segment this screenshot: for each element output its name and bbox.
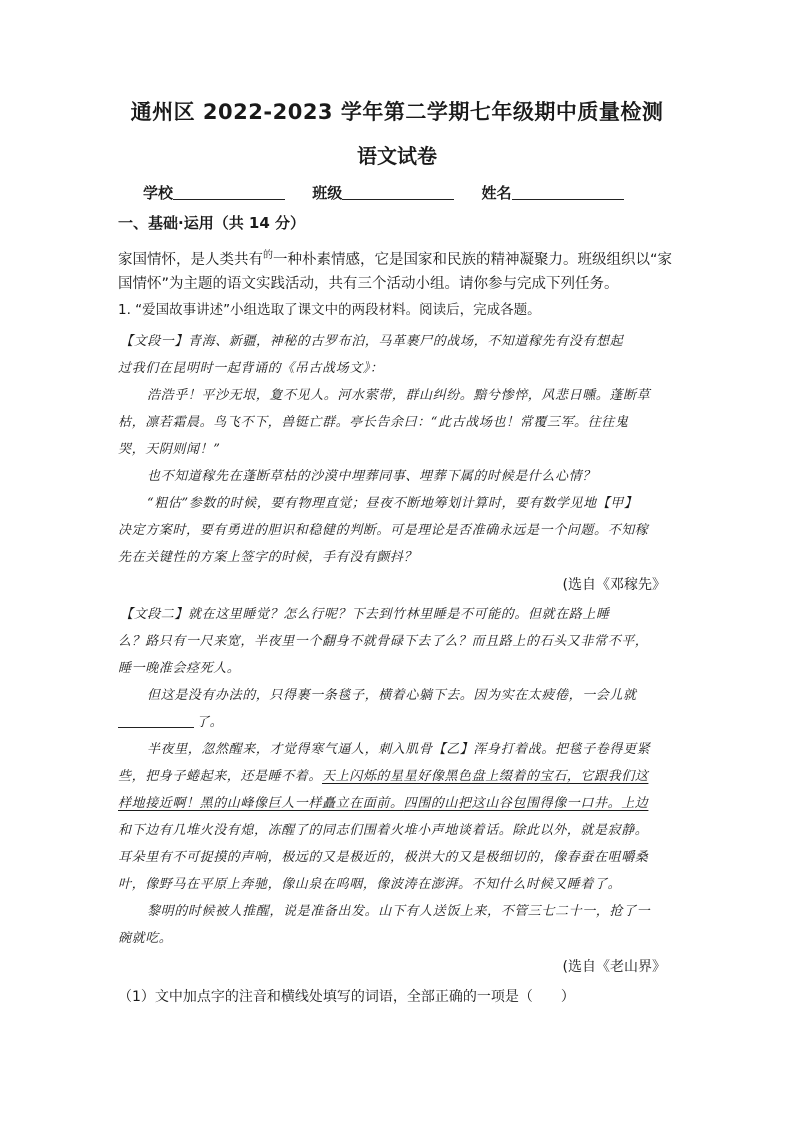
passage2-line-3: 睡一晚准会痉死人。 bbox=[118, 661, 241, 676]
intro-line-1 bbox=[118, 246, 678, 269]
passage1-line-5: 哭，天阴则闻！” bbox=[118, 442, 221, 457]
exam-title: 通州区 2022-2023 学年第二学期七年级期中质量检测 bbox=[130, 100, 664, 124]
passage1-line-9: 先在关键性的方案上签字的时候，手有没有颤抖？ bbox=[118, 550, 418, 565]
passage2-source: (选自《老山界》 bbox=[562, 959, 666, 975]
passage2-line-4: 但这是没有办法的，只得裹一条毯子，横着心躺下去。因为实在太疲倦，一会儿就 bbox=[147, 688, 637, 703]
question-1: 1. “爱国故事讲述”小组选取了课文中的两段材料。阅读后，完成各题。 bbox=[118, 302, 541, 318]
passage2-line-7 bbox=[118, 765, 678, 784]
name-label: 姓名 bbox=[481, 184, 512, 202]
passage1-line-3: 浩浩乎！平沙无垠，夐不见人。河水萦带，群山纠纷。黯兮惨悴，风悲日曛。蓬断草 bbox=[147, 388, 651, 403]
passage1-line-4: 枯，凛若霜晨。鸟飞不下，兽铤亡群。亭长告余曰：“此古战场也！常覆三军。往往鬼 bbox=[118, 415, 629, 430]
passage2-line-5-text: 了。 bbox=[196, 715, 224, 730]
passage1-line-8: 决定方案时，要有勇进的胆识和稳健的判断。可是理论是否准确永远是一个问题。不知稼 bbox=[118, 523, 649, 538]
passage2-line-13: 碗就吃。 bbox=[118, 931, 173, 946]
student-info-fields bbox=[143, 182, 646, 203]
passage2-line-9: 和下边有几堆火没有熄，冻醒了的同志们围着火堆小声地谈着话。除此以外，就是寂静。 bbox=[118, 823, 649, 838]
passage2-line-5 bbox=[118, 711, 678, 730]
school-label: 学校 bbox=[143, 184, 174, 202]
passage1-line-1: 【文段一】青海、新疆，神秘的古罗布泊，马革裹尸的战场，不知道稼先有没有想起 bbox=[120, 334, 624, 349]
underlined-sentence-2: 样地接近啊！黑的山峰像巨人一样矗立在面前。 bbox=[118, 796, 404, 811]
passage1-line-6: 也不知道稼先在蓬断草枯的沙漠中埋葬同事、埋葬下属的时候是什么心情？ bbox=[147, 469, 596, 484]
passage1-line-7: “粗估”参数的时候，要有物理直觉；昼夜不断地筹划计算时，要有数学见地【甲】 bbox=[147, 496, 638, 511]
section-heading: 一、基础·运用（共 14 分） bbox=[118, 214, 306, 232]
class-label: 班级 bbox=[312, 184, 343, 202]
intro-line-1-sup: 的 bbox=[263, 250, 273, 261]
passage2-line-7-a: 些，把身子蜷起来，还是睡不着。 bbox=[118, 769, 323, 784]
underlined-sentence-1: 天上闪烁的星星好像黑色盘上缀着的宝石，它跟我们这 bbox=[322, 769, 649, 784]
name-blank[interactable] bbox=[512, 185, 624, 200]
fill-in-blank[interactable] bbox=[118, 715, 194, 728]
passage1-source: (选自《邓稼先》 bbox=[562, 577, 666, 593]
intro-line-1-b: 一种朴素情感，它是国家和民族的精神凝聚力。班级组织以“家 bbox=[273, 252, 673, 268]
class-blank[interactable] bbox=[342, 185, 454, 200]
intro-line-2: 国情怀”为主题的语文实践活动，共有三个活动小组。请你参与完成下列任务。 bbox=[118, 276, 619, 292]
passage2-line-2: 么？路只有一尺来宽，半夜里一个翻身不就骨碌下去了么？而且路上的石头又非常不平， bbox=[118, 634, 649, 649]
school-blank[interactable] bbox=[173, 185, 285, 200]
passage2-line-1: 【文段二】就在这里睡觉？怎么行呢？下去到竹林里睡是不可能的。但就在路上睡 bbox=[120, 607, 610, 622]
passage1-line-2: 过我们在昆明时一起背诵的《吊古战场文》： bbox=[118, 361, 384, 376]
question-1-1: （1）文中加点字的注音和横线处填写的词语，全部正确的一项是（ ） bbox=[118, 989, 575, 1005]
passage2-line-11: 叶，像野马在平原上奔驰，像山泉在呜咽，像波涛在澎湃。不知什么时候又睡着了。 bbox=[118, 877, 622, 892]
passage2-line-10: 耳朵里有不可捉摸的声响，极远的又是极近的，极洪大的又是极细切的，像春蚕在咀嚼桑 bbox=[118, 850, 649, 865]
passage2-line-12: 黎明的时候被人推醒，说是准备出发。山下有人送饭上来，不管三七二十一，抢了一 bbox=[147, 904, 651, 919]
passage2-line-8 bbox=[118, 792, 678, 811]
exam-subtitle: 语文试卷 bbox=[357, 144, 437, 168]
intro-line-1-a: 家国情怀，是人类共有 bbox=[118, 252, 263, 268]
passage2-line-6: 半夜里，忽然醒来，才觉得寒气逼人，刺入肌骨【乙】浑身打着战。把毯子卷得更紧 bbox=[147, 742, 651, 757]
underlined-sentence-3: 四围的山把这山谷包围得像一口井。上边 bbox=[403, 796, 649, 811]
